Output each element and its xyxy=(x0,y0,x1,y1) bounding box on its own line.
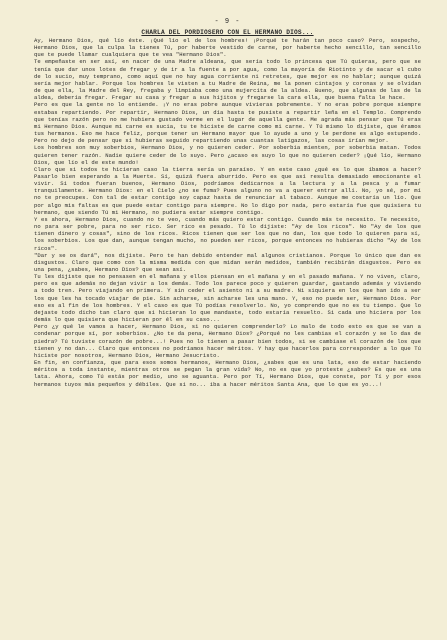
document-body: Ay, Hermano Dios, qué lío éste. ¡Qué lío el de los hombres! ¡Porqué te harán tan poco caso? Pero, sospecho, Hermano Dios, que la culpa la tienes Tú, por haberte vestido de carne, por haberte hecho sencillo, tan sencillo que te puede llamar cualquiera que te vea "Hermano Dios". Te empeñaste en ser así, en nacer de una Madre aldeana, que sería todo lo princesa que Tú quieras, pero que se tenía que dar unos lotes de fregar y de ir a la fuente a por agua, como la mayoría de Riotinto y de sacar el cubo de lo sucio, muy temprano, como aquí que no hay agua corriente ni retretes, que mejor es no hablar; aunque quizá sería mejor hablar. Porque los hombres le visten a tu Madre de Reina, me la ponen cintajos y coronas y se olvidan de que ella, la Madre del Rey, fregaba y limpiaba como una mujercita de la aldea. Bueno, que algunas de las de la aldea, debería fregar. Fregar su casa y fregar a sus hijitos y fregarse la cara ella, que buena falta le hace. Pero es que la gente no lo entiende. ¡Y no eras pobre aunque vivieras pobremente. Y no eras pobre porque siempre estabas repartiendo. Por repartir, Hermano Dios, un día hasta te pusiste a repartir leña en el Templo. Comprendo que tenías razón pero no me hubiera gustado verme en el lugar de aquella gente. Me agrada más pensar que Tú eras mi Hermano Dios. Aunque mi carne es sucia, tu te hiciste de carne como mi carne. Y Tú mismo lo dijiste, que éramos tus hermanos. Eso me hace feliz, porque tener un Hermano mayor que lo ayude a uno y le perdone es algo estupendo. Pero no dejo de pensar que si hubieras seguido repartiendo unas cuantas latigazos, las cosas irían mejor. Los hombres son muy soberbios, Hermano Dios, y no quieren ceder. Por soberbia mienten, por soberbia matan. Todos quieren tener razón. Nadie quiere ceder de lo suyo. Pero ¿acaso es suyo lo que no quieren ceder? ¡Qué lío, Hermano Dios, que lío el de este mundo! Claro que si todos te hicieran caso la tierra sería un paraíso. Y en este caso ¿qué es lo que íbamos a hacer? Pasarlo bien esperando a la Muerte. Sí, quizá fuera aburrido. Pero es que así resulta demasiado emocionante el vivir. Si todos fueran buenos, Hermano Dios, podríamos dedicarnos a la lectura y a la pesca y a fumar tranquilamente. Hermano Dios: en el Cielo ¿no se fuma? Pues alguno no va a querer entrar allí. No, yo sé, por mí no te preocupes. Con tal de estar contigo soy capaz hasta de renunciar al tabaco. Aunque me costaría un lío. Que por algo mis faltas es que puede estar contigo para siempre. No lo digo por nada, pero estaría fue que quisiera tu hermano, que siendo Tú mi Hermano, no pudiera estar siempre contigo. Y es ahora, Hermano Dios, cuando no te veo, cuando más quiero estar contigo. Cuando más te necesito. Te necesito, no para ser pobre, para no ser rico. Ser rico es pesado. Tú lo dijiste: "Ay de los ricos". No "Ay de los que tienen dinero y cosas", sino de los ricos. Ricos tienen que ser los que no dan, los que todo lo quieren para sí, los soberbios. Los que dan, aunque tengan mucho, no pueden ser ricos, porque entonces no hubieras dicho "Ay de los ricos". "Dar y se os dará", nos dijiste. Pero te han debido entender mal algunos cristianos. Porque lo único que dan es disgustos. Claro que como con la misma medida con que midan serán medidos, también recibirán disgustos. Pero es una pena, ¿sabes, Hermano Dios? que sean así. Tu les dijiste que no pensasen en el mañana y ellos piensan en el mañana y en el pasado mañana. Y no viven, claro, pero es que además no dejan vivir a los demás. Todo los parece poco y quieren guardar, gastando además y viviendo a todo tren. Pero viajando en primera. Y sin ceder el asiento ni a su madre. Ni siquiera en los que han ido a ser los que les ha tocado viajar de pie. Sin acharse, sin acharse les una mano. Y, eso no puede ser, Hermano Dios. Por eso es al fin de los hombres. Y el caso es que Tú podías resolverlo. No, yo comprendo que no es tu tiempo. Que lo dejaste todo dicho tan claro que si hicieran lo que mandaste, todo estaría resuelto. Si cada uno hiciera por los demás lo que quisiera que hicieran por él en su caso... Pero ¿y qué le vamos a hacer, Hermano Dios, si no quieren comprenderlo? Lo malo de todo esto es que se van a condenar porque sí, por soberbios. ¿No te da pena, Hermano Dios? ¿Porqué no les cambias el corazón y se lo das de piedra? Tú tuviste corazón de pobre...! Pues no lo tienen a pasar bien todos, si se cambiase el corazón de los que tienen y no dan... Claro que entonces no podríamos hacer méritos. Y hay que hacerlos para corresponder a lo que Tú hiciste por nosotros, Hermano Dios, Hermano Jesucristo. En fin, en confianza, que para esos somos hermanos, Hermano Dios, ¿sabes que es una lata, eso de estar haciendo méritos a toda instante, mientras otros se pegan la gran vida? No, no es que yo proteste ¿sabes? Es que es una lata. Ahora, como Tú estás por medio, uno se aguanta. Pero por Tí, Hermano Dios, que conste, por Tí y por esos hermanos tuyos más pequeños y débiles. Que si no... iba a hacer méritos Santa Ana, que lo que es yo...! xyxy=(34,37,421,388)
page-number: - 9 - xyxy=(214,18,241,26)
document-title: CHARLA DEL PORDIOSERO CON EL HERMANO DIOS... xyxy=(141,29,314,36)
